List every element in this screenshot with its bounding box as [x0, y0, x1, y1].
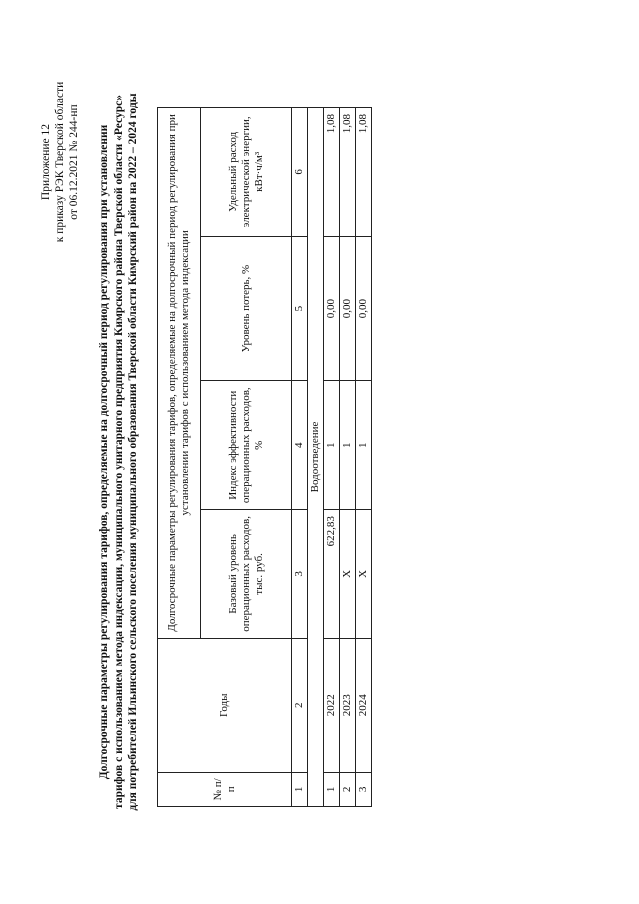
title-line: для потребителей Ильинского сельского поселения муниципального образования Тверской области Кимрский район на 2022 – 2024 годы	[127, 93, 139, 811]
cell-efficiency-index: 1	[324, 381, 340, 510]
cell-energy: 1,08	[324, 108, 340, 237]
title-line: Долгосрочные параметры регулирования тарифов, определяемые на долгосрочный период регулирования при установлении	[98, 124, 110, 780]
column-index: 4	[292, 381, 308, 510]
cell-energy: 1,08	[356, 108, 372, 237]
cell-base-opex: 622,83	[324, 510, 340, 639]
header-energy: Удельный расход электрической энергии, кВт·ч/м³	[201, 108, 292, 237]
column-index: 3	[292, 510, 308, 639]
document-title	[97, 52, 141, 852]
header-no: № п/п	[158, 772, 292, 806]
column-index: 5	[292, 236, 308, 381]
header-base-opex: Базовый уровень операционных расходов, тыс. руб.	[201, 510, 292, 639]
cell-energy: 1,08	[340, 108, 356, 237]
header-row	[158, 108, 201, 807]
header-group: Долгосрочные параметры регулирования тарифов, определяемые на долгосрочный период регулирования при установлении тарифов с использованием метода индексации	[158, 108, 201, 639]
appendix-line: Приложение 12	[40, 123, 52, 201]
cell-base-opex: Х	[340, 510, 356, 639]
cell-year: 2022	[324, 638, 340, 772]
header-efficiency-index: Индекс эффективности операционных расходов, %	[201, 381, 292, 510]
section-title: Водоотведение	[308, 108, 324, 807]
cell-efficiency-index: 1	[340, 381, 356, 510]
appendix-line: к приказу РЭК Тверской области	[54, 81, 66, 243]
column-index-row	[292, 108, 308, 807]
table-row	[356, 108, 372, 807]
header-years: Годы	[158, 638, 292, 772]
cell-year: 2024	[356, 638, 372, 772]
cell-losses: 0,00	[324, 236, 340, 381]
cell-year: 2023	[340, 638, 356, 772]
title-line: тарифов с использованием метода индексации, муниципального унитарного предприятия Кимрского района Тверской области «Ресурс»	[112, 95, 125, 809]
cell-losses: 0,00	[340, 236, 356, 381]
table-row	[340, 108, 356, 807]
appendix-line: от 06.12.2021 № 244-нп	[68, 104, 80, 220]
cell-efficiency-index: 1	[356, 381, 372, 510]
appendix-header	[39, 42, 81, 282]
cell-no: 1	[324, 772, 340, 806]
section-row	[308, 108, 324, 807]
cell-no: 3	[356, 772, 372, 806]
table-row	[324, 108, 340, 807]
cell-base-opex: Х	[356, 510, 372, 639]
parameters-table	[157, 107, 372, 807]
column-index: 6	[292, 108, 308, 237]
header-losses: Уровень потерь, %	[201, 236, 292, 381]
column-index: 1	[292, 772, 308, 806]
cell-losses: 0,00	[356, 236, 372, 381]
column-index: 2	[292, 638, 308, 772]
cell-no: 2	[340, 772, 356, 806]
document-sheet	[39, 42, 599, 862]
